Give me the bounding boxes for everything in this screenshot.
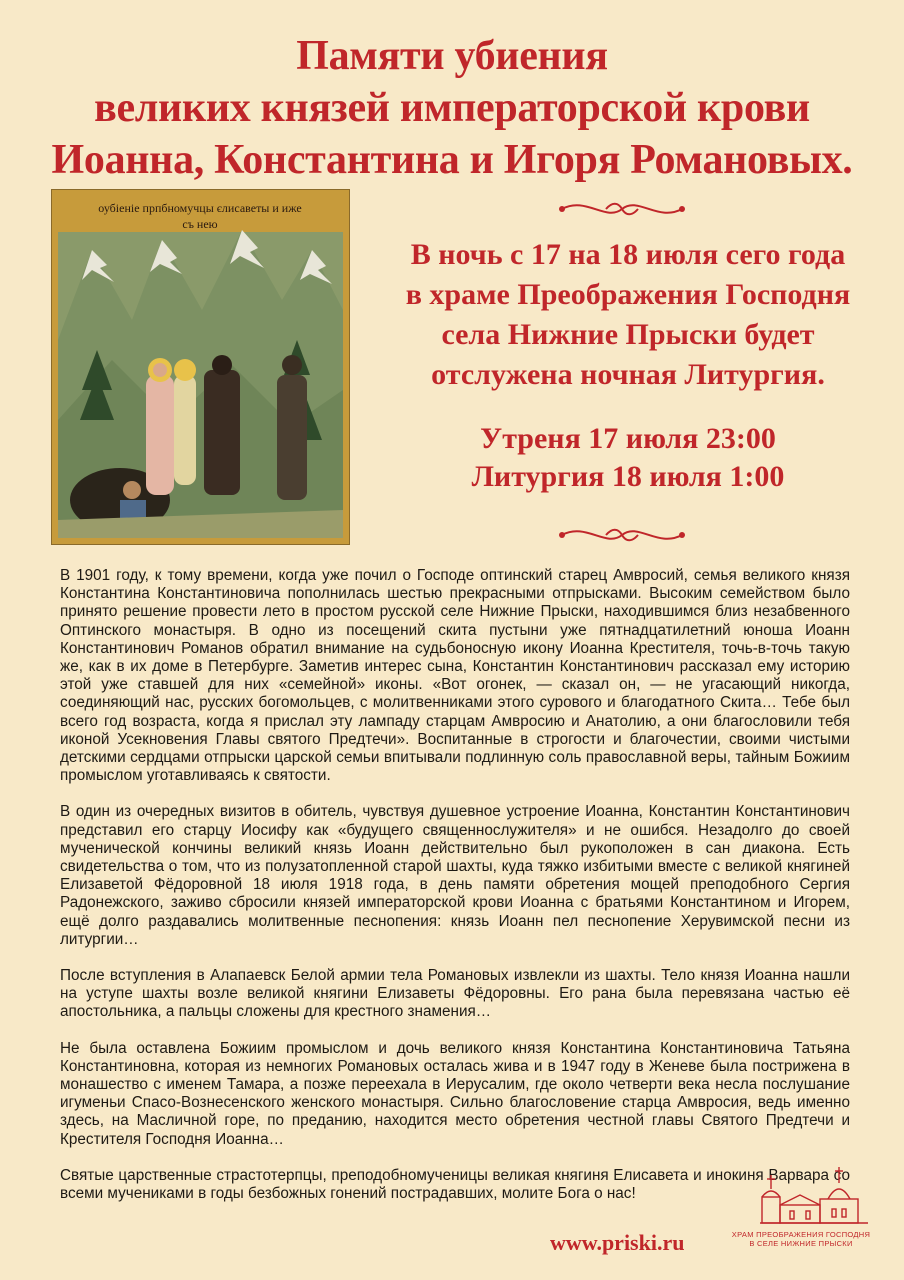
service-schedule <box>352 420 904 496</box>
logo-caption-line-1: ХРАМ ПРЕОБРАЖЕНИЯ ГОСПОДНЯ <box>731 1230 871 1239</box>
paragraph-3: После вступления в Алапаевск Белой армии тела Романовых извлекли из шахты. Тело князя Иоанна нашли на уступе шахты возле великой княгини Елизаветы Фёдоровны. Его рана была перевязана частью её апостольника, а пальцы сложены для крестного знамения… <box>60 967 850 1021</box>
logo-caption-line-2: В СЕЛЕ НИЖНИЕ ПРЫСКИ <box>749 1239 853 1248</box>
announcement-line-4: отслужена ночная Литургия. <box>431 358 825 391</box>
title-line-2: великих князей императорской крови <box>94 85 810 131</box>
title-line-1: Памяти убиения <box>296 33 608 79</box>
matins-time: Утреня 17 июля 23:00 <box>480 422 776 455</box>
church-logo-icon <box>748 1165 880 1225</box>
article-body <box>60 567 850 1221</box>
bottom-ornament <box>556 522 688 548</box>
service-announcement <box>352 235 904 395</box>
announcement-line-3: села Нижние Прыски будет <box>441 318 815 351</box>
paragraph-4: Не была оставлена Божиим промыслом и дочь великого князя Константина Константиновича Татьяна Константиновна, которая из немногих Романовых осталась жива и в 1947 году в Женеве была пострижена в монашество с именем Тамара, а позже переехала в Иерусалим, где около четверти века несла послушание игуменьи Спасо-Вознесенского женского монастыря. Сильно благословение старца Амвросия, ведь именно здесь, на Масличной горе, по преданию, находится место обретения честной главы Святого Предтечи и Крестителя Господня Иоанна… <box>60 1039 850 1148</box>
church-logo-caption <box>716 1230 886 1248</box>
top-ornament <box>556 196 688 222</box>
page-title <box>0 30 904 186</box>
paragraph-5: Святые царственные страстотерпцы, преподобномученицы великая княгиня Елисавета и инокиня Варвара со всеми мучениками в годы безбожных гонений пострадавших, молите Бога о нас! <box>60 1166 850 1203</box>
title-line-3: Иоанна, Константина и Игоря Романовых. <box>51 137 853 183</box>
paragraph-1: В 1901 году, к тому времени, когда уже почил о Господе оптинский старец Амвросий, семья великого князя Константина Константиновича пополнилась шестью прекрасными отпрысками. Высоким семейством было принято решение провести лето в простом русской селе Нижние Прыски, находившимся близ незабвенного Оптинского монастыря. В одно из посещений скита пустыни уже пятнадцатилетний юноша Иоанн Константинович Романов обратил внимание на судьбоносную икону Иоанна Крестителя, точь-в-точь такую же, как в их доме в Петербурге. Заметив интерес сына, Константин Константинович рассказал ему историю этой уже ставшей для них «семейной» иконы. «Вот огонек, — сказал он, — не угасающий никогда, соединяющий нас, русских богомольцев, с молитвенниками этого сурового и благодатного Скита… Тебе был всего год возраста, когда я прислал эту лампаду старцам Амвросию и Анатолию, а они благословили тебя иконой Усекновения Главы святого Предтечи». Воспитанные в строгости и благочестии, своими чистыми детскими сердцами отпрыски царской семьи впитывали подлинную соль православной веры, тайным Божиим промыслом уготавливаясь к святости. <box>60 567 850 785</box>
liturgy-time: Литургия 18 июля 1:00 <box>471 460 785 493</box>
martyrdom-icon-image <box>52 190 349 544</box>
announcement-line-1: В ночь с 17 на 18 июля сего года <box>410 238 846 271</box>
icon-inscription-line-2: съ нею <box>182 217 218 231</box>
announcement-line-2: в храме Преображения Господня <box>405 278 851 311</box>
paragraph-2: В один из очередных визитов в обитель, чувствуя душевное устроение Иоанна, Константин Константинович представил его старцу Иосифу как «будущего священнослужителя» и не ошибся. Незадолго до своей мученической кончины великий князь Иоанн действительно был рукоположен в сан диакона. Есть свидетельства о том, что из полузатопленной старой шахты, куда тяжко избитыми вместе с великой княгиней Елизаветой Фёдоровной 18 июля 1918 года, в день памяти обретения мощей преподобного Сергия Радонежского, заживо сбросили князей императорской крови Иоанна с братьями Константином и Игорем, ещё долго раздавались молитвенные песнопения: князь Иоанн пел песнопение Херувимской песни из литургии… <box>60 803 850 948</box>
website-link[interactable]: www.priski.ru <box>550 1230 685 1255</box>
icon-inscription-line-1: оубіеніе прпбномучцы єлисаветы и иже <box>98 201 302 215</box>
